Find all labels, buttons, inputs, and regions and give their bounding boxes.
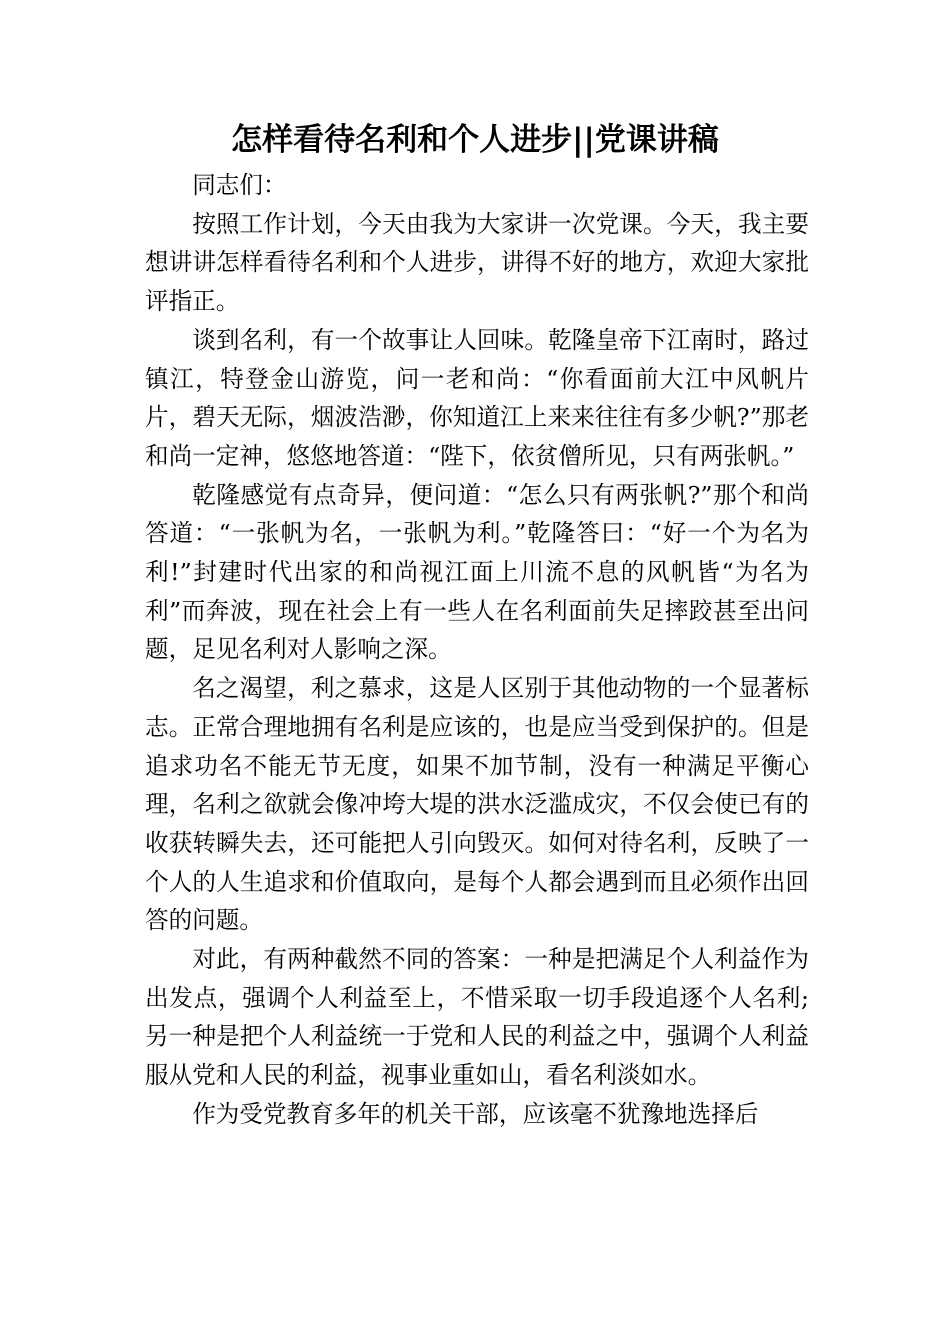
document-body xyxy=(145,166,809,1134)
paragraph-greeting: 同志们： xyxy=(192,171,287,199)
paragraph-cadres: 作为受党教育多年的机关干部，应该毫不犹豫地选择后 xyxy=(192,1099,759,1128)
paragraph-intro: 按照工作计划，今天由我为大家讲一次党课。今天，我主要想讲讲怎样看待名利和个人进步，讲得不好的地方，欢迎大家批评指正。 xyxy=(145,209,809,316)
paragraph-story-continued: 乾隆感觉有点奇异，便问道：“怎么只有两张帆?”那个和尚答道：“一张帆为名，一张帆为利。”乾隆答曰：“好一个为名为利!”封建时代出家的和尚视江面上川流不息的风帆皆“为名为利”而奔波，现在社会上有一些人在名利面前失足摔跤甚至出问题，足见名利对人影响之深。 xyxy=(145,480,809,664)
paragraph-story: 谈到名利，有一个故事让人回味。乾隆皇帝下江南时，路过镇江，特登金山游览，问一老和尚：“你看面前大江中风帆片片，碧天无际，烟波浩渺，你知道江上来来往往有多少帆?”那老和尚一定神，悠悠地答道：“陛下，依贫僧所见，只有两张帆。” xyxy=(145,325,809,470)
document-title: 怎样看待名利和个人进步||党课讲稿 xyxy=(231,122,719,158)
paragraph-two-answers: 对此，有两种截然不同的答案：一种是把满足个人利益作为出发点，强调个人利益至上，不惜采取一切手段追逐个人名利;另一种是把个人利益统一于党和人民的利益之中，强调个人利益服从党和人民的利益，视事业重如山，看名利淡如水。 xyxy=(145,945,809,1090)
paragraph-desire: 名之渴望，利之慕求，这是人区别于其他动物的一个显著标志。正常合理地拥有名利是应该的，也是应当受到保护的。但是追求功名不能无节无度，如果不加节制，没有一种满足平衡心理，名利之欲就会像冲垮大堤的洪水泛滥成灾，不仅会使已有的收获转瞬失去，还可能把人引向毁灭。如何对待名利，反映了一个人的人生追求和价值取向，是每个人都会遇到而且必须作出回答的问题。 xyxy=(145,674,809,935)
